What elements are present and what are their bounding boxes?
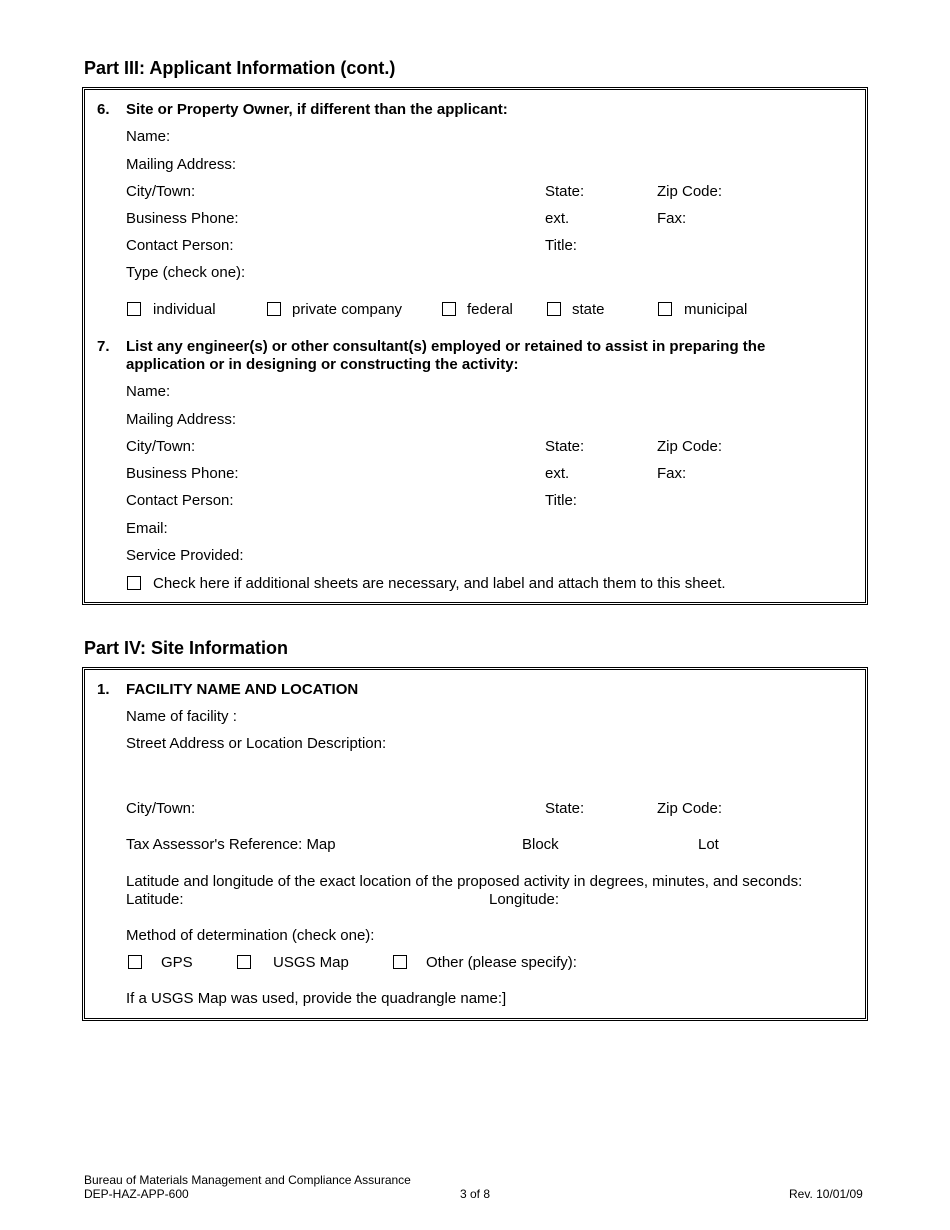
other-method-label: Other (please specify): (426, 954, 577, 971)
individual-checkbox[interactable] (127, 302, 141, 316)
municipal-label: municipal (684, 301, 748, 318)
q6-fax-label: Fax: (657, 210, 687, 227)
longitude-label: Longitude: (489, 891, 560, 908)
q7-title-line2: application or in designing or constructing the activity: (126, 356, 519, 373)
q6-state-label: State: (545, 183, 585, 200)
lot-label: Lot (698, 836, 719, 853)
state-type-label: state (572, 301, 605, 318)
usgs-map-checkbox[interactable] (237, 955, 251, 969)
additional-sheets-label: Check here if additional sheets are necessary, and label and attach them to this sheet. (153, 575, 726, 592)
q6-name-label: Name: (126, 128, 171, 145)
q7-city-label: City/Town: (126, 438, 196, 455)
p4q1-title: FACILITY NAME AND LOCATION (126, 681, 359, 698)
q7-title-line1: List any engineer(s) or other consultant(s) employed or retained to assist in preparing the (126, 338, 766, 355)
q7-phone-label: Business Phone: (126, 465, 239, 482)
q7-ext-label: ext. (545, 465, 570, 482)
federal-label: federal (467, 301, 513, 318)
state-checkbox[interactable] (547, 302, 561, 316)
q7-state-label: State: (545, 438, 585, 455)
quadrangle-label: If a USGS Map was used, provide the quadrangle name:] (126, 990, 507, 1007)
q6-type-label: Type (check one): (126, 264, 246, 281)
method-label: Method of determination (check one): (126, 927, 375, 944)
q6-contact-label: Contact Person: (126, 237, 234, 254)
q7-service-label: Service Provided: (126, 547, 244, 564)
part3-heading: Part III: Applicant Information (cont.) (84, 58, 396, 78)
p4-zip-label: Zip Code: (657, 800, 723, 817)
p4q1-number: 1. (97, 681, 110, 698)
q6-title: Site or Property Owner, if different than the applicant: (126, 101, 508, 118)
p4-state-label: State: (545, 800, 585, 817)
federal-checkbox[interactable] (442, 302, 456, 316)
part4-heading: Part IV: Site Information (84, 638, 289, 658)
additional-sheets-checkbox[interactable] (127, 576, 141, 590)
q6-mailing-label: Mailing Address: (126, 156, 237, 173)
private-company-checkbox[interactable] (267, 302, 281, 316)
q7-number: 7. (97, 338, 110, 355)
footer-revision: Rev. 10/01/09 (789, 1187, 863, 1201)
footer-form-id: DEP-HAZ-APP-600 (84, 1187, 189, 1201)
individual-label: individual (153, 301, 216, 318)
q7-email-label: Email: (126, 520, 168, 537)
gps-label: GPS (161, 954, 193, 971)
other-method-checkbox[interactable] (393, 955, 407, 969)
q7-name-label: Name: (126, 383, 171, 400)
q6-title-label: Title: (545, 237, 577, 254)
q7-fax-label: Fax: (657, 465, 687, 482)
latlong-description: Latitude and longitude of the exact location of the proposed activity in degrees, minutes, and seconds: (126, 873, 803, 890)
footer-page-number: 3 of 8 (460, 1187, 491, 1201)
q6-number: 6. (97, 101, 110, 118)
usgs-map-label: USGS Map (273, 954, 349, 971)
tax-map-label: Tax Assessor's Reference: Map (126, 836, 336, 853)
q6-phone-label: Business Phone: (126, 210, 239, 227)
q7-mailing-label: Mailing Address: (126, 411, 237, 428)
footer-bureau: Bureau of Materials Management and Compliance Assurance (84, 1173, 411, 1187)
q7-zip-label: Zip Code: (657, 438, 723, 455)
facility-name-label: Name of facility : (126, 708, 237, 725)
q6-ext-label: ext. (545, 210, 570, 227)
q6-zip-label: Zip Code: (657, 183, 723, 200)
q6-city-label: City/Town: (126, 183, 196, 200)
p4-city-label: City/Town: (126, 800, 196, 817)
q7-title-label: Title: (545, 492, 577, 509)
gps-checkbox[interactable] (128, 955, 142, 969)
q7-contact-label: Contact Person: (126, 492, 234, 509)
municipal-checkbox[interactable] (658, 302, 672, 316)
latitude-label: Latitude: (126, 891, 184, 908)
street-address-label: Street Address or Location Description: (126, 735, 387, 752)
private-company-label: private company (292, 301, 403, 318)
block-label: Block (522, 836, 559, 853)
